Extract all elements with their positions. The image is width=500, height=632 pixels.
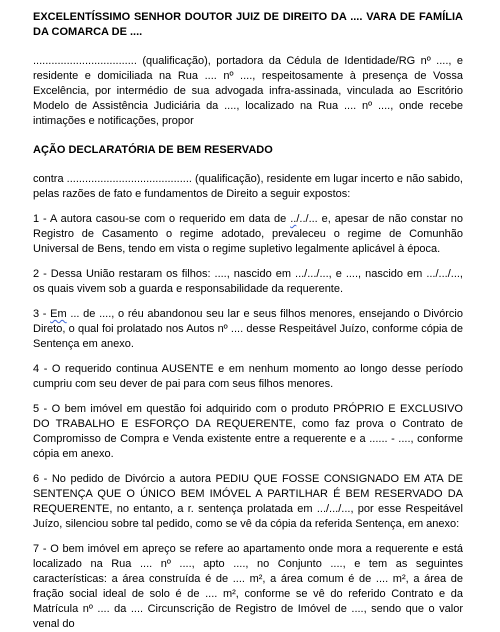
item-7-paragraph: 7 - O bem imóvel em apreço se refere ao apartamento onde mora a requerente e está localizado na Rua .... nº ...., apto ...., no Conjunto ...., e tem as seguintes características: a área construída é de .... m², a área comum é de .... m², a área de fração social ideal de solo é de .... m², conforme se vê do referido Contrato e da Matrícula nº .... da .... Circunscrição de Registro de Imóvel de ...., sendo que o valor venal do (33, 543, 463, 630)
against-paragraph: contra ......................................... (qualificação), residente em lugar incerto e não sabido, pelas razões de fato e fundamentos de Direito a seguir expostos: (33, 173, 463, 200)
item-3-text-end: ... de ...., o réu abandonou seu lar e seus filhos menores, ensejando o Divórcio Direto, o qual foi prolatado nos Autos nº .... desse Respeitável Juízo, conforme cópia de Sentença em anexo. (33, 308, 463, 350)
item-5-paragraph: 5 - O bem imóvel em questão foi adquirido com o produto PRÓPRIO E EXCLUSIVO DO TRABALHO E ESFORÇO DA REQUERENTE, como faz prova o Contrato de Compromisso de Compra e Venda existente entre a requerente e a ...... - ...., conforme cópia em anexo. (33, 403, 463, 460)
action-title: AÇÃO DECLARATÓRIA DE BEM RESERVADO (33, 144, 273, 156)
item-1-paragraph (33, 212, 463, 257)
item-6-paragraph: 6 - No pedido de Divórcio a autora PEDIU QUE FOSSE CONSIGNADO EM ATA DE SENTENÇA QUE O ÚNICO BEM IMÓVEL A PARTILHAR É BEM RESERVADO DA REQUERENTE, no entanto, a r. sentença prolatada em .../.../..., por esse Respeitável Juízo, silenciou sobre tal pedido, como se vê da cópia da referida Sentença, em anexo: (33, 473, 463, 530)
item-3-text-start: 3 - (33, 308, 51, 320)
item-2-paragraph: 2 - Dessa União restaram os filhos: ...., nascido em .../.../..., e ...., nascido em .../.../..., os quais vivem sob a guarda e responsabilidade da requerente. (33, 268, 463, 295)
item-4-paragraph: 4 - O requerido continua AUSENTE e em nenhum momento ao longo desse período cumpriu com seu dever de pai para com seus filhos menores. (33, 363, 463, 390)
spellcheck-marked-text[interactable]: .. (290, 213, 297, 225)
item-1-text-start: 1 - A autora casou-se com o requerido em data de (33, 213, 291, 225)
document-page (33, 10, 463, 632)
intro-paragraph: .................................. (qualificação), portadora da Cédula de Identidade/RG nº ...., e residente e domiciliada na Rua .... nº ...., respeitosamente à presença de Vossa Excelência, por intermédio de sua advogada infra-assinada, vinculada ao Escritório Modelo de Assistência Judiciária da ...., localizado na Rua .... nº ...., onde recebe intimações e notificações, propor (33, 55, 463, 127)
document-heading: EXCELENTÍSSIMO SENHOR DOUTOR JUIZ DE DIREITO DA .... VARA DE FAMÍLIA DA COMARCA DE .... (33, 11, 463, 38)
item-1-text-end: /../... e, apesar de não constar no Registro de Casamento o regime adotado, prevaleceu o regime de Comunhão Universal de Bens, tendo em vista o regime supletivo legalmente aplicável à época. (33, 213, 463, 255)
item-3-paragraph (33, 307, 463, 352)
spellcheck-marked-word[interactable]: Em (50, 308, 67, 320)
